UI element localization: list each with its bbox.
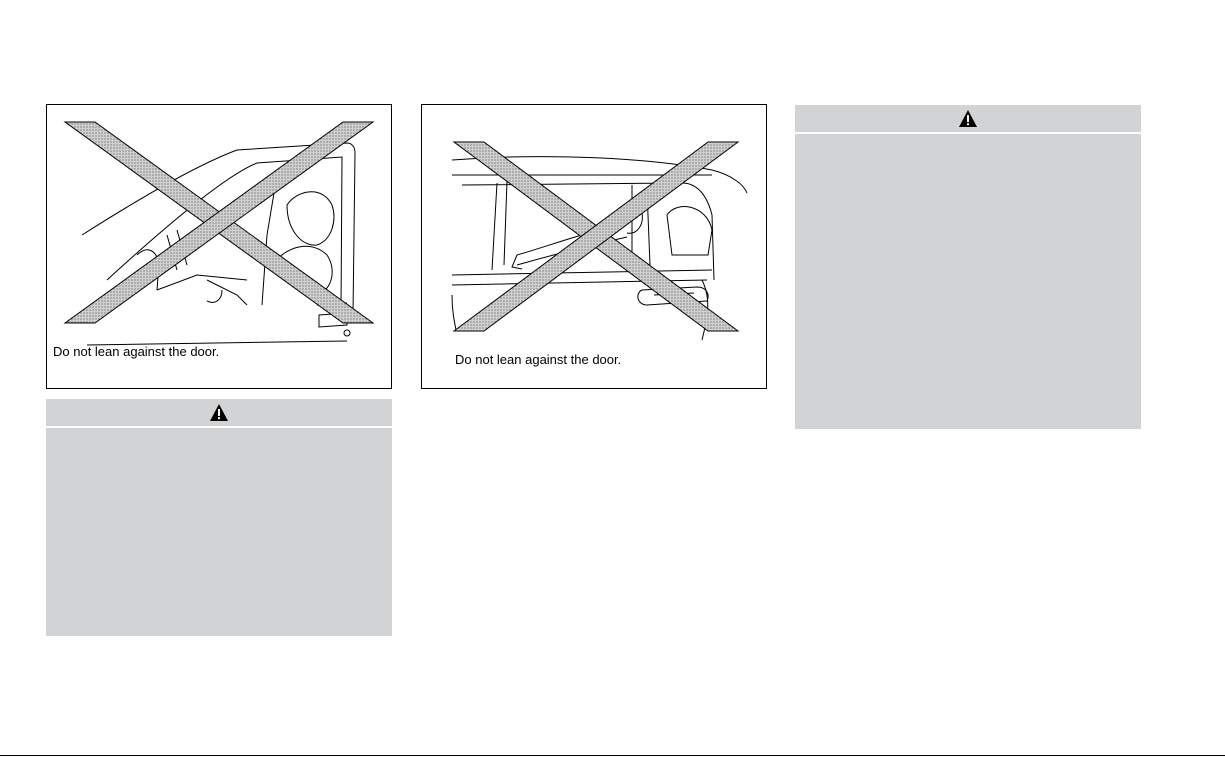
- warning-header: [795, 105, 1141, 134]
- illustration-passenger-arm-out-window: [422, 105, 768, 390]
- page-bottom-rule: [0, 755, 1225, 756]
- figure-caption: Do not lean against the door.: [455, 352, 622, 367]
- figure-driver-leaning: [46, 104, 392, 389]
- warning-triangle-icon: [209, 403, 229, 422]
- warning-header: [46, 399, 392, 428]
- warning-box: [795, 105, 1141, 429]
- warning-triangle-icon: [958, 109, 978, 128]
- figure-passenger-leaning: [421, 104, 767, 389]
- figure-caption: Do not lean against the door.: [53, 344, 220, 359]
- warning-box: [46, 399, 392, 636]
